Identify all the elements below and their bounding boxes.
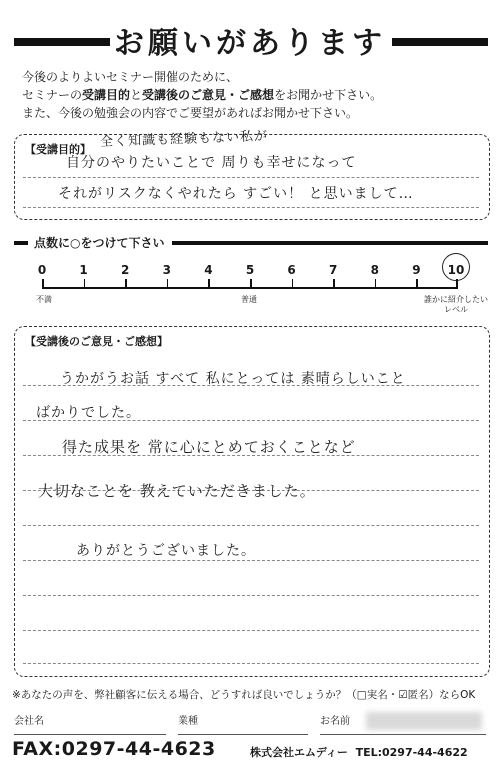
feedback-rule-6	[23, 560, 479, 561]
purpose-line-3: それがリスクなくやれたら すごい！ と思いまして…	[58, 186, 414, 202]
footer-company	[250, 744, 468, 760]
feedback-line-1: うかがうお話 すべて 私にとっては 素晴らしいこと	[60, 371, 406, 387]
purpose-label: 【受講目的】	[25, 143, 91, 156]
feedback-rule-7	[23, 595, 479, 596]
intro-purpose-emphasis: 受講目的	[82, 88, 131, 102]
feedback-label: 【受講後のご意見・ご感想】	[25, 335, 168, 348]
scale-number-9[interactable]: 9	[412, 263, 421, 277]
consent-suffix: ）ならOK	[428, 689, 476, 701]
scale-title: 点数に○をつけて下さい	[34, 236, 165, 250]
scale-number-2[interactable]: 2	[121, 263, 130, 277]
intro-line-3: また、今後の勉強会の内容でご要望があればお聞かせ下さい。	[22, 106, 359, 120]
purpose-rule-2	[23, 207, 479, 208]
scale-number-7[interactable]: 7	[329, 263, 338, 277]
name-label: お名前	[320, 716, 350, 727]
consent-real-name-option[interactable]: □実名・	[356, 689, 399, 701]
scale-label-high-1: 誰かに紹介したい	[424, 295, 488, 304]
intro-line-1: 今後のよりよいセミナー開催のために、	[22, 70, 239, 84]
intro-line-2: セミナーの受講目的と受講後のご意見・ご感想をお聞かせ下さい。	[22, 88, 383, 102]
purpose-line-1: 全く知識も経験もない私が	[99, 129, 269, 150]
scale-header	[0, 232, 500, 252]
scale-number-5[interactable]: 5	[245, 263, 255, 277]
consent-anonymous-option[interactable]: ☑匿名	[398, 689, 429, 701]
scale-number-6[interactable]: 6	[287, 263, 296, 277]
feedback-line-4: 大切なことを 教えていただきました。	[38, 482, 316, 500]
page-title: お願いがあります	[114, 26, 386, 61]
footer-fax: FAX:0297-44-4623	[12, 738, 216, 760]
scale-number-1[interactable]: 1	[79, 263, 88, 277]
company-field[interactable]	[14, 712, 166, 735]
feedback-line-2: ばかりでした。	[36, 405, 141, 421]
consent-line	[12, 687, 475, 702]
industry-field[interactable]	[178, 712, 308, 735]
scale-label-mid: 普通	[241, 295, 257, 304]
scale-number-8[interactable]: 8	[370, 263, 379, 277]
scale-label-low: 不満	[36, 295, 52, 304]
purpose-line-2: 自分のやりたいことで 周りも幸せになって	[66, 155, 357, 171]
footer-tel: TEL:0297-44-4622	[355, 746, 468, 759]
feedback-rule-5	[23, 525, 479, 526]
industry-label: 業種	[178, 716, 198, 727]
scale-dash-left	[14, 241, 28, 245]
scale-number-10[interactable]: 10	[447, 263, 465, 277]
scale-axis	[42, 287, 458, 289]
feedback-line-5: ありがとうございました。	[76, 543, 256, 559]
scale-number-0[interactable]: 0	[37, 263, 47, 277]
footer-company-name: 株式会社エムディー	[250, 746, 348, 759]
selected-score-circle	[442, 253, 470, 281]
purpose-box	[14, 134, 490, 220]
scale-label-high-2: レベル	[444, 305, 468, 314]
feedback-line-3: 得た成果を 常に心にとめておくことなど	[62, 438, 356, 456]
scale-dash-right	[172, 241, 488, 245]
feedback-rule-8	[23, 630, 479, 631]
redacted-name	[366, 712, 482, 730]
company-label: 会社名	[14, 716, 44, 727]
consent-text: ※あなたの声を、弊社顧客に伝える場合、どうすれば良いでしょうか？（	[12, 689, 357, 701]
purpose-rule-1	[23, 177, 479, 178]
scale-number-3[interactable]: 3	[162, 263, 171, 277]
feedback-rule-9	[23, 663, 479, 664]
scale-number-4[interactable]: 4	[204, 263, 213, 277]
intro-feedback-emphasis: 受講後のご意見・ご感想	[142, 88, 275, 102]
